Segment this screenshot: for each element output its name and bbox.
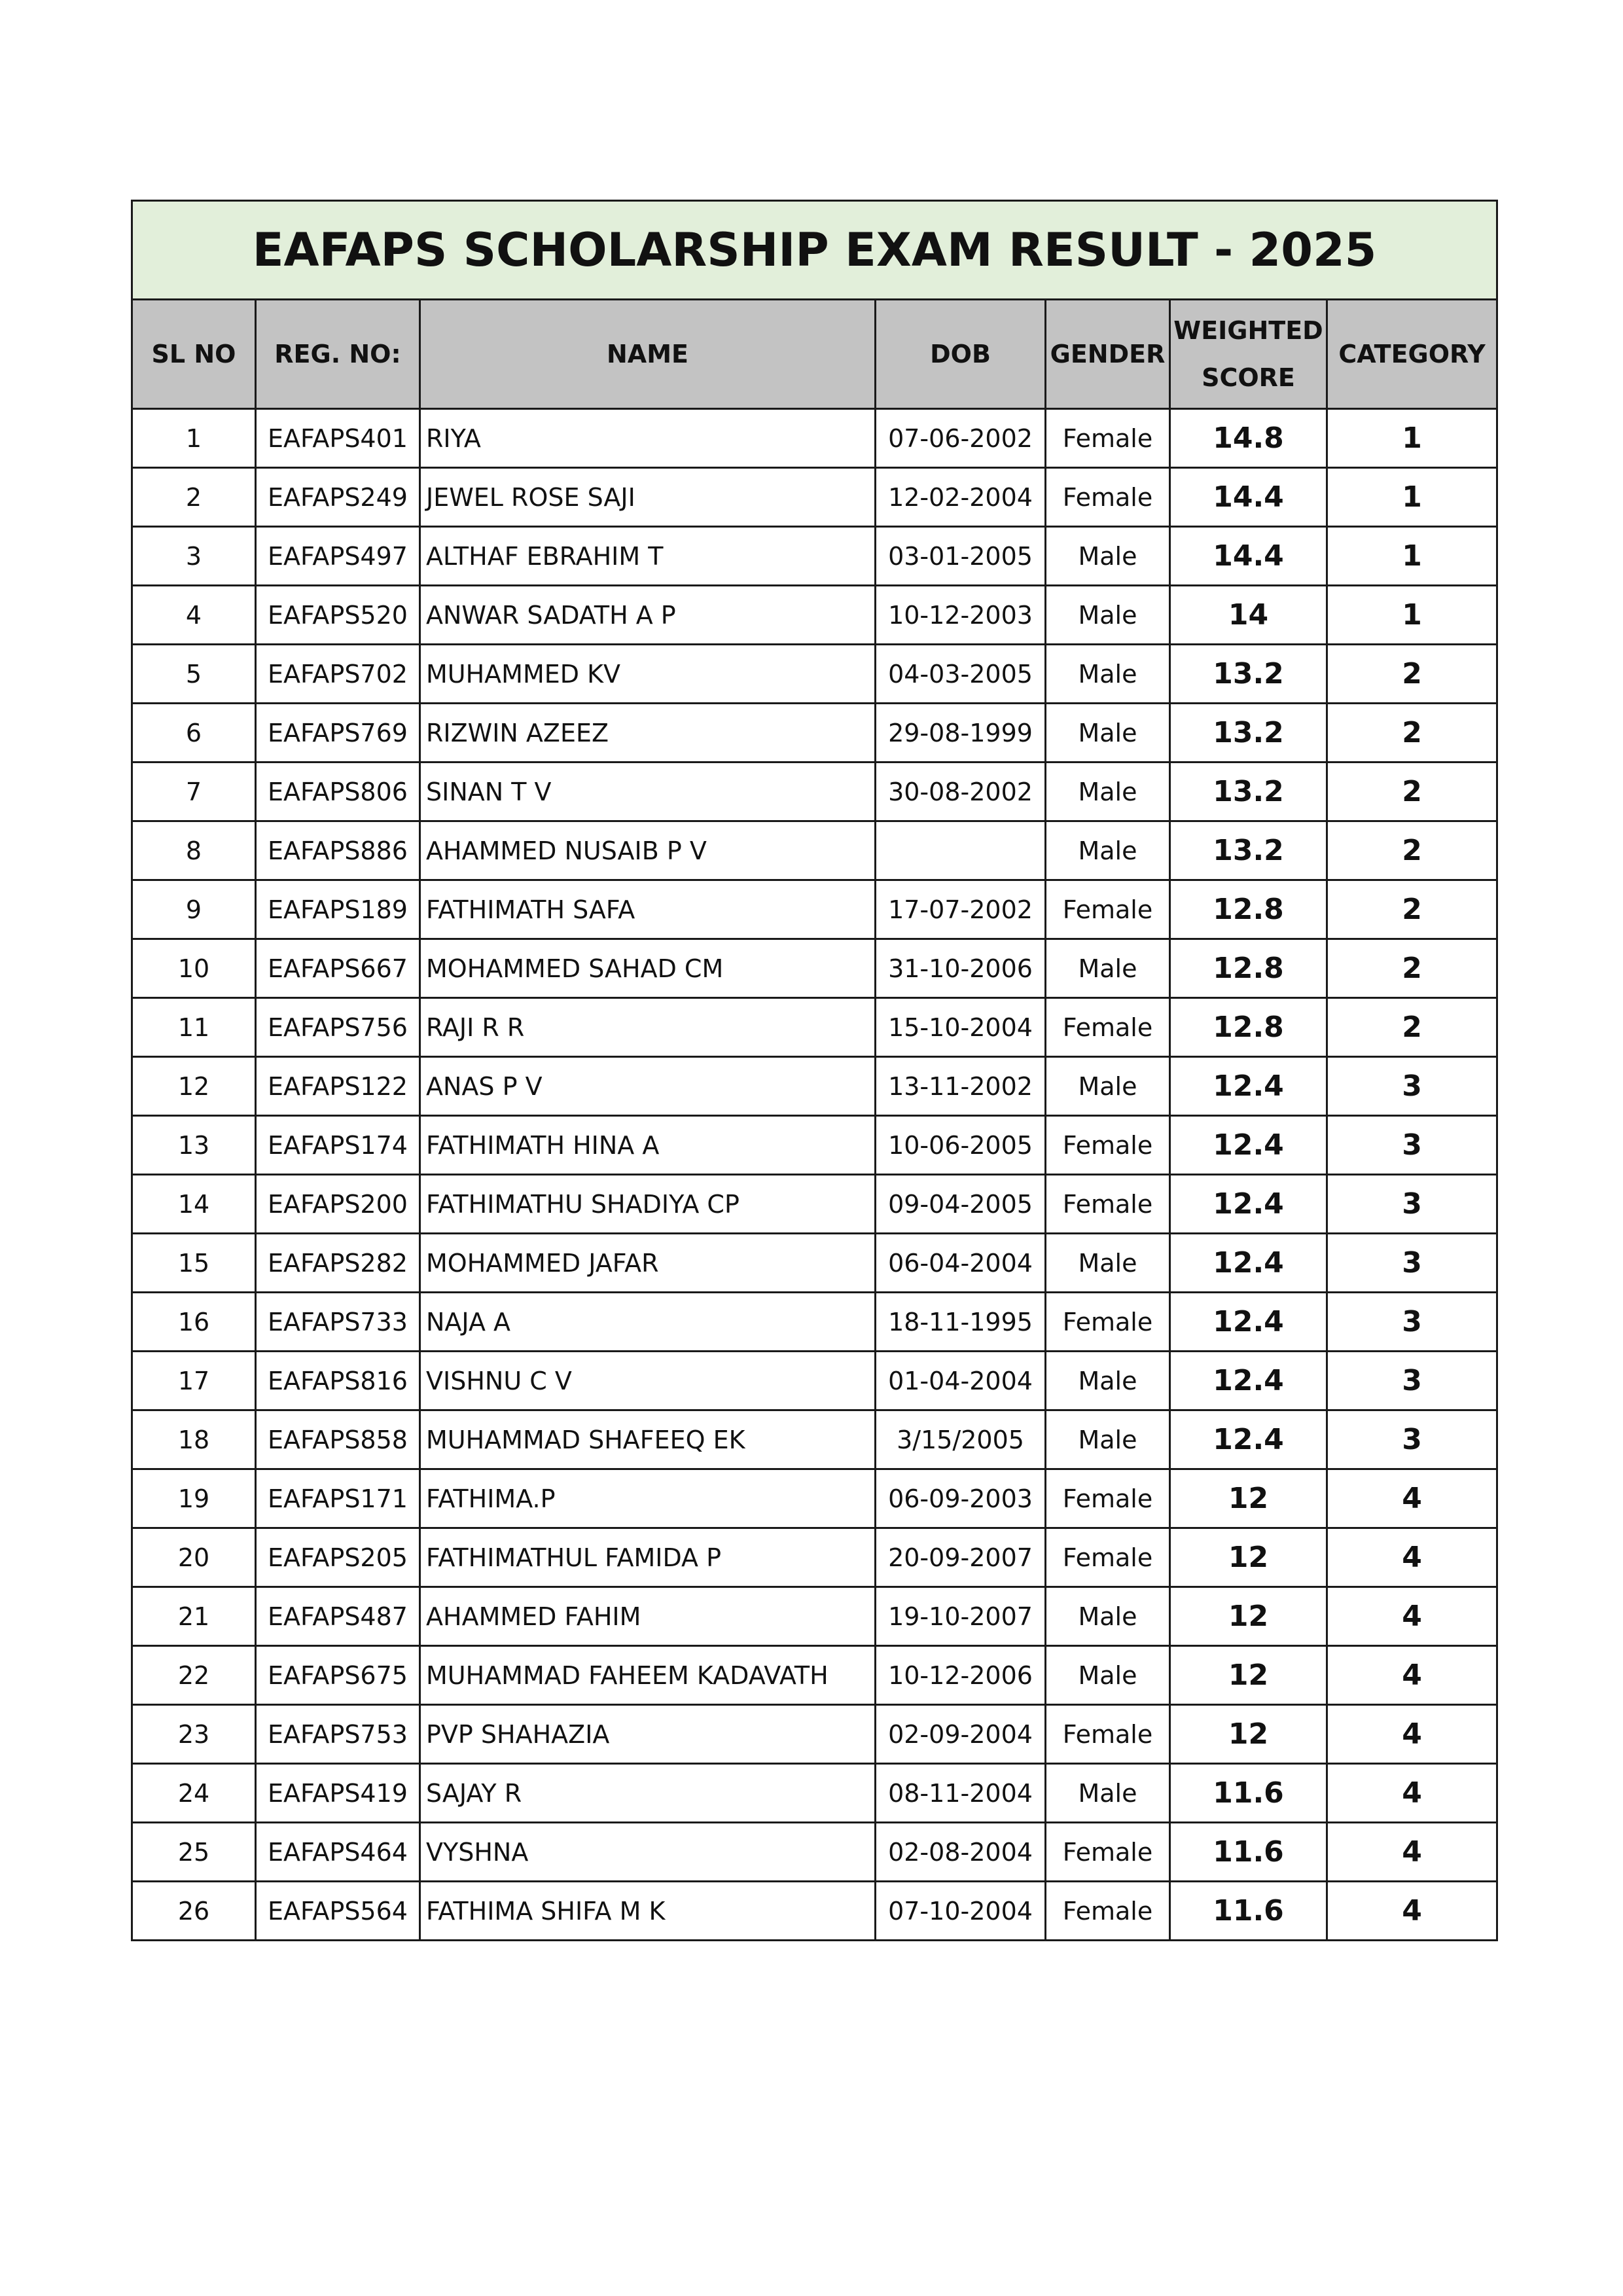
cell-reg-no: EAFAPS189 [256, 880, 420, 939]
cell-dob: 12-02-2004 [876, 468, 1046, 527]
cell-dob [876, 821, 1046, 880]
cell-name: RIZWIN AZEEZ [420, 704, 876, 762]
column-header-name: NAME [420, 300, 876, 409]
cell-sl-no: 15 [132, 1234, 256, 1293]
cell-sl-no: 7 [132, 762, 256, 821]
cell-sl-no: 3 [132, 527, 256, 586]
cell-sl-no: 20 [132, 1528, 256, 1587]
cell-name: JEWEL ROSE SAJI [420, 468, 876, 527]
column-header-weighted-score-line1: WEIGHTED [1173, 316, 1323, 345]
cell-dob: 3/15/2005 [876, 1410, 1046, 1469]
cell-gender: Male [1046, 704, 1170, 762]
cell-dob: 03-01-2005 [876, 527, 1046, 586]
cell-dob: 20-09-2007 [876, 1528, 1046, 1587]
cell-category: 3 [1327, 1057, 1497, 1116]
cell-dob: 31-10-2006 [876, 939, 1046, 998]
table-row [132, 1116, 1497, 1175]
cell-name: FATHIMATH HINA A [420, 1116, 876, 1175]
cell-name: FATHIMA.P [420, 1469, 876, 1528]
cell-name: FATHIMA SHIFA M K [420, 1882, 876, 1941]
cell-reg-no: EAFAPS886 [256, 821, 420, 880]
cell-weighted-score: 12 [1170, 1646, 1327, 1705]
cell-weighted-score: 12.4 [1170, 1057, 1327, 1116]
cell-gender: Female [1046, 409, 1170, 468]
cell-reg-no: EAFAPS806 [256, 762, 420, 821]
cell-dob: 13-11-2002 [876, 1057, 1046, 1116]
cell-sl-no: 12 [132, 1057, 256, 1116]
cell-category: 3 [1327, 1410, 1497, 1469]
cell-weighted-score: 13.2 [1170, 704, 1327, 762]
cell-dob: 08-11-2004 [876, 1764, 1046, 1823]
cell-reg-no: EAFAPS753 [256, 1705, 420, 1764]
table-row [132, 1469, 1497, 1528]
table-body [132, 409, 1497, 1941]
cell-name: PVP SHAHAZIA [420, 1705, 876, 1764]
cell-reg-no: EAFAPS122 [256, 1057, 420, 1116]
table-row [132, 1528, 1497, 1587]
cell-gender: Male [1046, 939, 1170, 998]
table-row [132, 939, 1497, 998]
table-row [132, 586, 1497, 645]
table-row [132, 1410, 1497, 1469]
cell-dob: 02-09-2004 [876, 1705, 1046, 1764]
table-row [132, 1587, 1497, 1646]
cell-category: 3 [1327, 1352, 1497, 1410]
column-header-gender: GENDER [1046, 300, 1170, 409]
cell-weighted-score: 14 [1170, 586, 1327, 645]
cell-weighted-score: 12.4 [1170, 1410, 1327, 1469]
cell-gender: Male [1046, 645, 1170, 704]
cell-name: SAJAY R [420, 1764, 876, 1823]
cell-reg-no: EAFAPS401 [256, 409, 420, 468]
table-row [132, 1175, 1497, 1234]
table-row [132, 1705, 1497, 1764]
cell-category: 2 [1327, 880, 1497, 939]
cell-reg-no: EAFAPS702 [256, 645, 420, 704]
cell-dob: 19-10-2007 [876, 1587, 1046, 1646]
cell-gender: Male [1046, 1764, 1170, 1823]
cell-weighted-score: 13.2 [1170, 821, 1327, 880]
cell-gender: Male [1046, 1352, 1170, 1410]
cell-name: VYSHNA [420, 1823, 876, 1882]
cell-sl-no: 8 [132, 821, 256, 880]
cell-reg-no: EAFAPS858 [256, 1410, 420, 1469]
cell-category: 2 [1327, 645, 1497, 704]
cell-dob: 10-12-2006 [876, 1646, 1046, 1705]
table-row [132, 998, 1497, 1057]
table-row [132, 821, 1497, 880]
cell-reg-no: EAFAPS171 [256, 1469, 420, 1528]
cell-reg-no: EAFAPS675 [256, 1646, 420, 1705]
cell-weighted-score: 14.8 [1170, 409, 1327, 468]
cell-gender: Female [1046, 1293, 1170, 1352]
cell-category: 1 [1327, 468, 1497, 527]
cell-weighted-score: 12 [1170, 1528, 1327, 1587]
table-row [132, 409, 1497, 468]
cell-reg-no: EAFAPS464 [256, 1823, 420, 1882]
cell-name: NAJA A [420, 1293, 876, 1352]
cell-gender: Female [1046, 1705, 1170, 1764]
cell-gender: Female [1046, 1116, 1170, 1175]
column-header-dob: DOB [876, 300, 1046, 409]
cell-name: SINAN T V [420, 762, 876, 821]
cell-gender: Female [1046, 1175, 1170, 1234]
cell-reg-no: EAFAPS487 [256, 1587, 420, 1646]
cell-gender: Male [1046, 586, 1170, 645]
cell-name: AHAMMED NUSAIB P V [420, 821, 876, 880]
column-header-reg-no: REG. NO: [256, 300, 420, 409]
cell-category: 3 [1327, 1293, 1497, 1352]
cell-sl-no: 4 [132, 586, 256, 645]
cell-weighted-score: 12 [1170, 1587, 1327, 1646]
cell-weighted-score: 12.8 [1170, 998, 1327, 1057]
cell-category: 2 [1327, 762, 1497, 821]
cell-category: 1 [1327, 527, 1497, 586]
cell-dob: 17-07-2002 [876, 880, 1046, 939]
cell-category: 1 [1327, 409, 1497, 468]
table-row [132, 1293, 1497, 1352]
table-row [132, 468, 1497, 527]
cell-category: 2 [1327, 704, 1497, 762]
cell-gender: Female [1046, 1469, 1170, 1528]
cell-reg-no: EAFAPS419 [256, 1764, 420, 1823]
cell-sl-no: 17 [132, 1352, 256, 1410]
cell-category: 4 [1327, 1705, 1497, 1764]
cell-gender: Male [1046, 821, 1170, 880]
cell-category: 4 [1327, 1469, 1497, 1528]
table-row [132, 527, 1497, 586]
cell-dob: 01-04-2004 [876, 1352, 1046, 1410]
results-table [131, 200, 1498, 1941]
header-row [132, 300, 1497, 409]
table-row [132, 645, 1497, 704]
cell-reg-no: EAFAPS667 [256, 939, 420, 998]
table-row [132, 704, 1497, 762]
column-header-category: CATEGORY [1327, 300, 1497, 409]
cell-sl-no: 16 [132, 1293, 256, 1352]
cell-category: 4 [1327, 1823, 1497, 1882]
cell-sl-no: 18 [132, 1410, 256, 1469]
cell-category: 4 [1327, 1587, 1497, 1646]
cell-weighted-score: 12.4 [1170, 1175, 1327, 1234]
cell-gender: Female [1046, 468, 1170, 527]
cell-sl-no: 10 [132, 939, 256, 998]
cell-reg-no: EAFAPS174 [256, 1116, 420, 1175]
table-row [132, 1882, 1497, 1941]
cell-weighted-score: 11.6 [1170, 1764, 1327, 1823]
cell-category: 2 [1327, 998, 1497, 1057]
table-row [132, 1764, 1497, 1823]
table-row [132, 1234, 1497, 1293]
cell-sl-no: 14 [132, 1175, 256, 1234]
cell-sl-no: 24 [132, 1764, 256, 1823]
cell-category: 4 [1327, 1764, 1497, 1823]
cell-dob: 07-10-2004 [876, 1882, 1046, 1941]
cell-category: 3 [1327, 1234, 1497, 1293]
cell-reg-no: EAFAPS205 [256, 1528, 420, 1587]
cell-name: VISHNU C V [420, 1352, 876, 1410]
cell-sl-no: 25 [132, 1823, 256, 1882]
cell-weighted-score: 12 [1170, 1469, 1327, 1528]
table-row [132, 1646, 1497, 1705]
cell-name: MUHAMMAD SHAFEEQ EK [420, 1410, 876, 1469]
cell-category: 1 [1327, 586, 1497, 645]
title-row [132, 201, 1497, 300]
cell-gender: Female [1046, 880, 1170, 939]
cell-reg-no: EAFAPS520 [256, 586, 420, 645]
cell-name: FATHIMATH SAFA [420, 880, 876, 939]
cell-category: 4 [1327, 1882, 1497, 1941]
cell-sl-no: 26 [132, 1882, 256, 1941]
cell-reg-no: EAFAPS769 [256, 704, 420, 762]
cell-reg-no: EAFAPS497 [256, 527, 420, 586]
cell-weighted-score: 12.4 [1170, 1352, 1327, 1410]
cell-dob: 10-06-2005 [876, 1116, 1046, 1175]
cell-reg-no: EAFAPS282 [256, 1234, 420, 1293]
cell-category: 4 [1327, 1528, 1497, 1587]
cell-dob: 29-08-1999 [876, 704, 1046, 762]
column-header-sl-no: SL NO [132, 300, 256, 409]
cell-reg-no: EAFAPS733 [256, 1293, 420, 1352]
cell-reg-no: EAFAPS816 [256, 1352, 420, 1410]
cell-dob: 06-09-2003 [876, 1469, 1046, 1528]
cell-weighted-score: 13.2 [1170, 645, 1327, 704]
cell-name: FATHIMATHU SHADIYA CP [420, 1175, 876, 1234]
cell-dob: 10-12-2003 [876, 586, 1046, 645]
cell-weighted-score: 14.4 [1170, 468, 1327, 527]
cell-sl-no: 21 [132, 1587, 256, 1646]
cell-name: MUHAMMAD FAHEEM KADAVATH [420, 1646, 876, 1705]
cell-name: ANWAR SADATH A P [420, 586, 876, 645]
table-row [132, 880, 1497, 939]
cell-dob: 15-10-2004 [876, 998, 1046, 1057]
cell-category: 3 [1327, 1116, 1497, 1175]
cell-weighted-score: 13.2 [1170, 762, 1327, 821]
cell-gender: Female [1046, 998, 1170, 1057]
cell-category: 4 [1327, 1646, 1497, 1705]
cell-reg-no: EAFAPS564 [256, 1882, 420, 1941]
cell-dob: 07-06-2002 [876, 409, 1046, 468]
cell-sl-no: 13 [132, 1116, 256, 1175]
cell-reg-no: EAFAPS200 [256, 1175, 420, 1234]
cell-name: MOHAMMED SAHAD CM [420, 939, 876, 998]
cell-reg-no: EAFAPS756 [256, 998, 420, 1057]
cell-category: 3 [1327, 1175, 1497, 1234]
cell-weighted-score: 14.4 [1170, 527, 1327, 586]
cell-weighted-score: 12.8 [1170, 880, 1327, 939]
cell-gender: Male [1046, 762, 1170, 821]
page-title: EAFAPS SCHOLARSHIP EXAM RESULT - 2025 [132, 201, 1497, 300]
cell-gender: Female [1046, 1528, 1170, 1587]
cell-category: 2 [1327, 821, 1497, 880]
table-row [132, 1823, 1497, 1882]
table-row [132, 1057, 1497, 1116]
cell-name: RAJI R R [420, 998, 876, 1057]
cell-gender: Male [1046, 1234, 1170, 1293]
cell-name: ALTHAF EBRAHIM T [420, 527, 876, 586]
cell-sl-no: 5 [132, 645, 256, 704]
cell-sl-no: 23 [132, 1705, 256, 1764]
cell-name: AHAMMED FAHIM [420, 1587, 876, 1646]
cell-sl-no: 22 [132, 1646, 256, 1705]
cell-weighted-score: 12.8 [1170, 939, 1327, 998]
cell-sl-no: 1 [132, 409, 256, 468]
cell-sl-no: 9 [132, 880, 256, 939]
table-row [132, 1352, 1497, 1410]
cell-dob: 30-08-2002 [876, 762, 1046, 821]
cell-category: 2 [1327, 939, 1497, 998]
cell-weighted-score: 12.4 [1170, 1116, 1327, 1175]
cell-dob: 18-11-1995 [876, 1293, 1046, 1352]
cell-sl-no: 19 [132, 1469, 256, 1528]
cell-name: MUHAMMED KV [420, 645, 876, 704]
cell-dob: 09-04-2005 [876, 1175, 1046, 1234]
cell-name: ANAS P V [420, 1057, 876, 1116]
cell-name: MOHAMMED JAFAR [420, 1234, 876, 1293]
cell-weighted-score: 11.6 [1170, 1823, 1327, 1882]
cell-name: FATHIMATHUL FAMIDA P [420, 1528, 876, 1587]
cell-dob: 02-08-2004 [876, 1823, 1046, 1882]
cell-gender: Male [1046, 1587, 1170, 1646]
cell-gender: Male [1046, 527, 1170, 586]
cell-gender: Female [1046, 1823, 1170, 1882]
cell-name: RIYA [420, 409, 876, 468]
cell-sl-no: 6 [132, 704, 256, 762]
table-row [132, 762, 1497, 821]
cell-dob: 04-03-2005 [876, 645, 1046, 704]
column-header-weighted-score [1170, 300, 1327, 409]
cell-gender: Male [1046, 1646, 1170, 1705]
cell-gender: Female [1046, 1882, 1170, 1941]
cell-dob: 06-04-2004 [876, 1234, 1046, 1293]
cell-sl-no: 2 [132, 468, 256, 527]
cell-weighted-score: 12.4 [1170, 1234, 1327, 1293]
cell-sl-no: 11 [132, 998, 256, 1057]
cell-gender: Male [1046, 1057, 1170, 1116]
cell-gender: Male [1046, 1410, 1170, 1469]
cell-weighted-score: 11.6 [1170, 1882, 1327, 1941]
column-header-weighted-score-line2: SCORE [1202, 363, 1295, 392]
cell-reg-no: EAFAPS249 [256, 468, 420, 527]
cell-weighted-score: 12 [1170, 1705, 1327, 1764]
cell-weighted-score: 12.4 [1170, 1293, 1327, 1352]
